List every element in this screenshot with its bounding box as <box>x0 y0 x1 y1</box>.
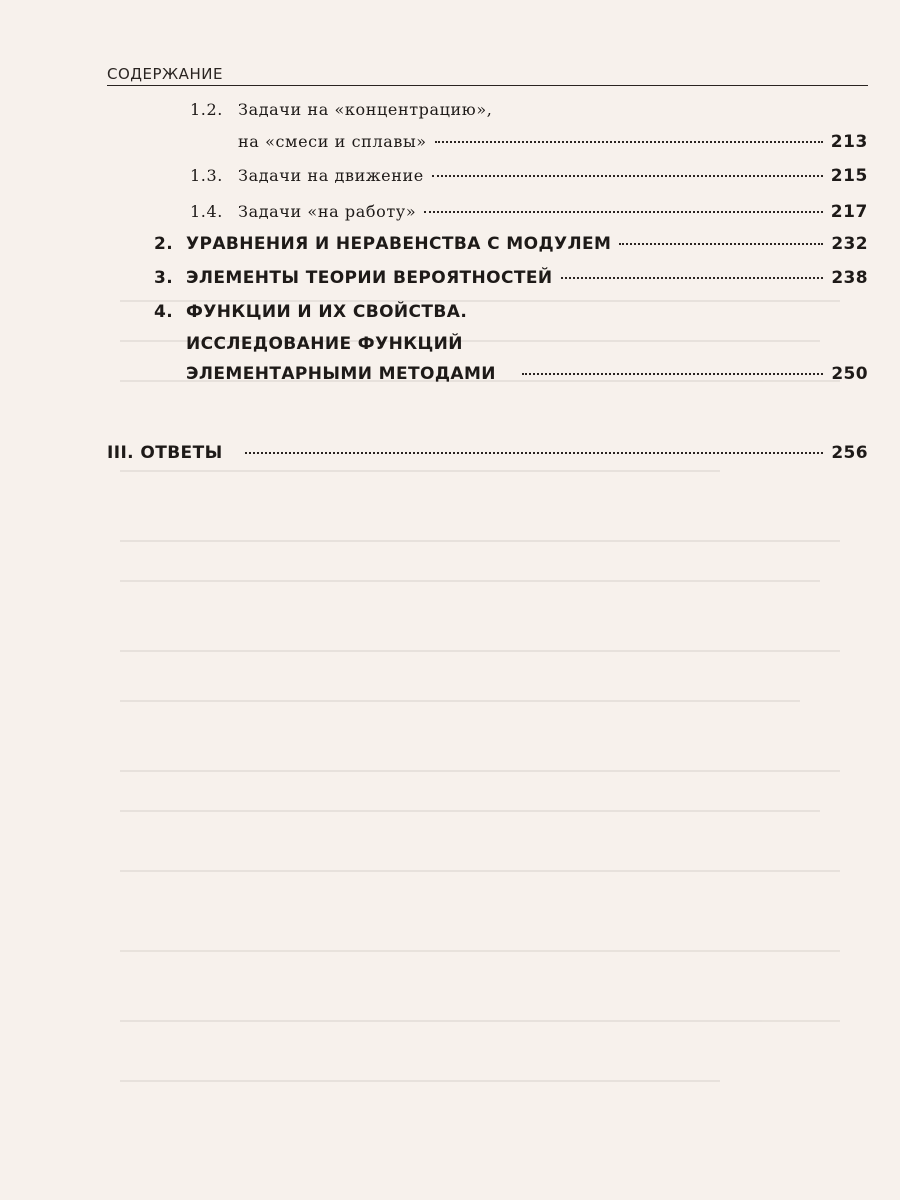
entry-title: Задачи «на работу» <box>238 202 417 221</box>
header-title: СОДЕРЖАНИЕ <box>107 65 223 83</box>
entry-page-number: 250 <box>831 364 868 384</box>
toc-entry-1-2-line1 <box>190 100 868 119</box>
entry-number: 1.2. <box>190 100 223 119</box>
toc-entry-4-line1 <box>154 302 868 322</box>
entry-page-number: 232 <box>831 234 868 254</box>
entry-page-number: 256 <box>831 443 868 463</box>
toc-entry-4-line2 <box>186 334 868 354</box>
toc-entry-III <box>107 443 868 463</box>
dot-leader <box>522 373 823 375</box>
entry-title: Задачи на «концентрацию», <box>238 100 493 119</box>
entry-title: ФУНКЦИИ И ИХ СВОЙСТВА. <box>186 302 468 322</box>
entry-number: 1.4. <box>190 202 223 221</box>
entry-page-number: 215 <box>830 166 868 186</box>
dot-leader <box>432 175 823 177</box>
entry-title: ЭЛЕМЕНТАРНЫМИ МЕТОДАМИ <box>186 364 496 384</box>
entry-title: III. ОТВЕТЫ <box>107 443 223 463</box>
entry-title: ИССЛЕДОВАНИЕ ФУНКЦИЙ <box>186 334 463 354</box>
entry-number: 1.3. <box>190 166 223 185</box>
toc-entry-1-3 <box>190 166 868 186</box>
entry-page-number: 213 <box>830 132 868 152</box>
toc-entry-3 <box>154 268 868 288</box>
entry-number: 4. <box>154 302 174 322</box>
entry-page-number: 217 <box>830 202 868 222</box>
dot-leader <box>561 277 824 279</box>
entry-title: УРАВНЕНИЯ И НЕРАВЕНСТВА С МОДУЛЕМ <box>186 234 612 254</box>
toc-entry-1-2 <box>238 132 868 152</box>
dot-leader <box>424 211 822 213</box>
toc-entry-4 <box>186 364 868 384</box>
entry-title: ЭЛЕМЕНТЫ ТЕОРИИ ВЕРОЯТНОСТЕЙ <box>186 268 553 288</box>
entry-title: на «смеси и сплавы» <box>238 132 427 151</box>
toc-entry-2 <box>154 234 868 254</box>
dot-leader <box>619 243 823 245</box>
dot-leader <box>245 452 824 454</box>
dot-leader <box>435 141 823 143</box>
entry-number: 2. <box>154 234 174 254</box>
toc-entry-1-4 <box>190 202 868 222</box>
entry-title: Задачи на движение <box>238 166 424 185</box>
entry-page-number: 238 <box>831 268 868 288</box>
running-header <box>107 64 868 86</box>
entry-number: 3. <box>154 268 174 288</box>
